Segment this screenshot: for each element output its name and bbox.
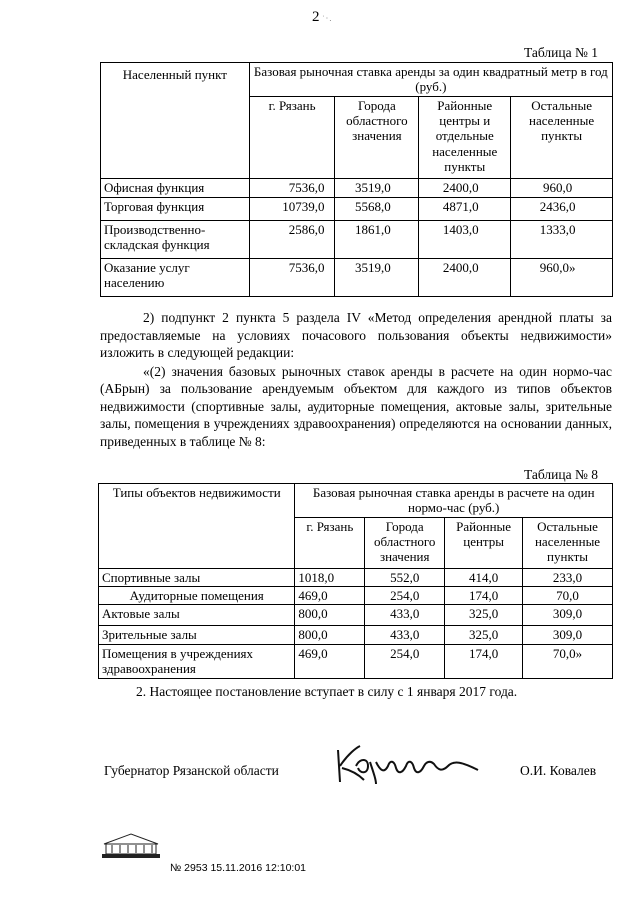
- cell-value: 3519,0: [335, 178, 419, 197]
- cell-value: 469,0: [295, 586, 365, 604]
- cell-value: 3519,0: [335, 258, 419, 296]
- cell-value: 1403,0: [419, 220, 511, 258]
- cell-value: 1018,0: [295, 568, 365, 586]
- table-row: [99, 586, 613, 604]
- cell-value: 309,0: [523, 605, 613, 626]
- table8-header-row: [99, 484, 613, 518]
- table8-subheader: Районные центры: [445, 517, 523, 568]
- cell-value: 174,0: [445, 644, 523, 678]
- table8-label: Таблица № 8: [524, 467, 598, 482]
- table-row: [99, 626, 613, 644]
- cell-value: 7536,0: [249, 258, 335, 296]
- row-name: Оказание услуг населению: [101, 258, 250, 296]
- table8-header-left: Типы объектов недвижимости: [99, 484, 295, 569]
- cell-value: 2586,0: [249, 220, 335, 258]
- document-registration: № 2953 15.11.2016 12:10:01: [170, 862, 307, 874]
- table1-subheader: Районные центры и отдельные населенные пункты: [419, 96, 511, 178]
- table1-header-left: Населенный пункт: [101, 63, 250, 179]
- governor-title: Губернатор Рязанской области: [104, 763, 279, 778]
- scan-speck: ˙·.: [322, 14, 333, 23]
- cell-value: 800,0: [295, 626, 365, 644]
- table8-subheader: Остальные населенные пункты: [523, 517, 613, 568]
- cell-value: 325,0: [445, 605, 523, 626]
- cell-value: 254,0: [365, 644, 445, 678]
- cell-value: 233,0: [523, 568, 613, 586]
- cell-value: 469,0: [295, 644, 365, 678]
- cell-value: 309,0: [523, 626, 613, 644]
- row-name: Спортивные залы: [99, 568, 295, 586]
- cell-value: 552,0: [365, 568, 445, 586]
- cell-value: 70,0: [523, 586, 613, 604]
- cell-value: 5568,0: [335, 197, 419, 220]
- cell-value: 1861,0: [335, 220, 419, 258]
- cell-value: 10739,0: [249, 197, 335, 220]
- table1: [100, 62, 613, 297]
- row-name: Актовые залы: [99, 605, 295, 626]
- cell-value: 433,0: [365, 626, 445, 644]
- table-row: [101, 220, 613, 258]
- handwritten-signature: [330, 740, 490, 794]
- governor-name: О.И. Ковалев: [520, 763, 597, 778]
- cell-value: 2400,0: [419, 178, 511, 197]
- cell-value: 960,0: [511, 178, 613, 197]
- row-name: Торговая функция: [101, 197, 250, 220]
- cell-value: 2436,0: [511, 197, 613, 220]
- cell-value: 1333,0: [511, 220, 613, 258]
- table-row: [99, 605, 613, 626]
- table8-header-group: Базовая рыночная ставка аренды в расчете на один нормо-час (руб.): [295, 484, 613, 518]
- table-row: [101, 178, 613, 197]
- cell-value: 960,0»: [511, 258, 613, 296]
- cell-value: 325,0: [445, 626, 523, 644]
- registration-stamp-icon: [100, 832, 162, 864]
- row-name: Помещения в учреждениях здравоохранения: [99, 644, 295, 678]
- cell-value: 7536,0: [249, 178, 335, 197]
- paragraph-2: «(2) значения базовых рыночных ставок аренды в расчете на один нормо-час (АБрын) за пользование арендуемым объектом для каждого из типов объектов недвижимости (спортивные залы, аудиторные помещения, актовые залы, зрительные залы, помещения в учреждениях здравоохранения) определяются на основании данных, приведенных в таблице № 8:: [100, 363, 612, 449]
- row-name: Аудиторные помещения: [99, 586, 295, 604]
- table1-subheader: Города областного значения: [335, 96, 419, 178]
- cell-value: 414,0: [445, 568, 523, 586]
- table1-subheader: г. Рязань: [249, 96, 335, 178]
- paragraph-1: 2) подпункт 2 пункта 5 раздела IV «Метод определения арендной платы за предоставляемые на условиях почасового пользования объекты недвижимости» изложить в следующей редакции:: [100, 310, 612, 360]
- cell-value: 174,0: [445, 586, 523, 604]
- cell-value: 2400,0: [419, 258, 511, 296]
- cell-value: 433,0: [365, 605, 445, 626]
- table1-header-row: [101, 63, 613, 97]
- table1-header-group: Базовая рыночная ставка аренды за один квадратный метр в год (руб.): [249, 63, 612, 97]
- cell-value: 70,0»: [523, 644, 613, 678]
- table-row: [99, 644, 613, 678]
- table8-subheader: г. Рязань: [295, 517, 365, 568]
- row-name: Зрительные залы: [99, 626, 295, 644]
- table1-subheader: Остальные населенные пункты: [511, 96, 613, 178]
- row-name: Офисная функция: [101, 178, 250, 197]
- cell-value: 4871,0: [419, 197, 511, 220]
- table-row: [101, 197, 613, 220]
- paragraph-3: 2. Настоящее постановление вступает в силу с 1 января 2017 года.: [136, 684, 518, 699]
- table1-label: Таблица № 1: [524, 45, 598, 60]
- table-row: [99, 568, 613, 586]
- cell-value: 254,0: [365, 586, 445, 604]
- table-row: [101, 258, 613, 296]
- table8: [98, 483, 613, 679]
- page-number: 2: [312, 9, 320, 25]
- row-name: Производственно-складская функция: [101, 220, 250, 258]
- table8-subheader: Города областного значения: [365, 517, 445, 568]
- cell-value: 800,0: [295, 605, 365, 626]
- body-text: [100, 309, 612, 450]
